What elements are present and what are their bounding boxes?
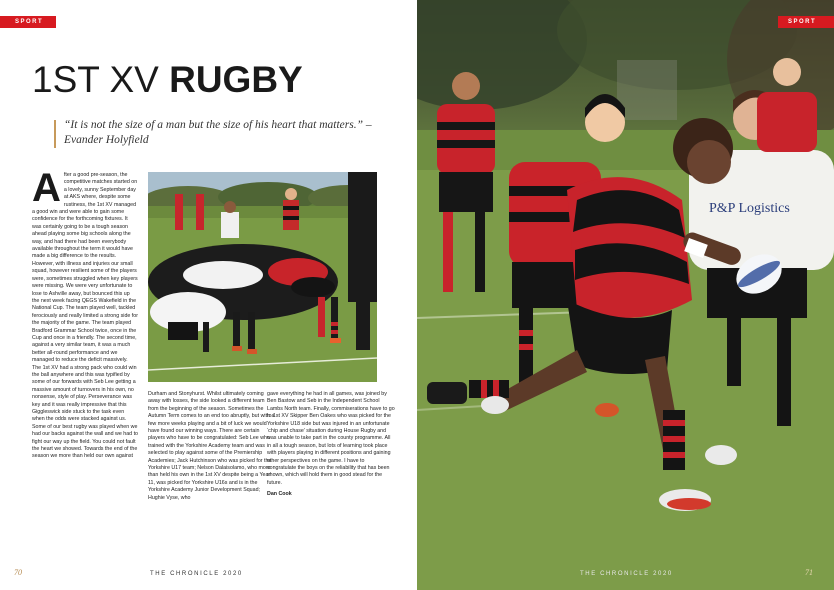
article-title [32, 58, 303, 102]
title-bold: RUGBY [169, 59, 303, 100]
section-tag-right: SPORT [778, 16, 834, 28]
column-3-text: gave everything he had in all games, was joined by Ben Bastow and Seb in the Independent School Lambs North team. Finally, commiserations have to go to 1st XV Skipper Ben Oakes who was picked for the Yorkshire U18 side but was injured in an unfortunate ‘chip and chase’ situation during House Rugby and was unable to take part in the county programme. All in all a tough season, but lots of learning took place with players playing in different positions and gaining other perspectives on the game. I have to congratulate the boys on the reliability that has been shown, which will hold them in good stead for the future. [267, 391, 395, 486]
column-1-text: fter a good pre-season, the competitive matches started on a lovely, sunny September day at AKS where, despite some rustiness, the 1st XV managed a good win and were able to gain some confidence for the forthcoming fixtures. It was certainly going to be a tough season ahead playing some big schools along the way, and had there had been everybody available throughout the term it would have made a big difference to the results. However, with illness and injuries our small squad, however resilient some of the players were, sometimes struggled when key players were missing. We were very unfortunate to lose to Ashville away, but bounced this up the next week facing QEGS Wakefield in the National Cup. The team played well, tackled ferociously and really limited a strong side for the majority of the game. The team played Bradford Grammar School twice, once in the Cup and once in a friendly. The second time, against a very similar team, it was a much better all-round performance and we managed to reduce the deficit massively. The 1st XV had a strong pack who could win the ball anywhere and this was typified by some of our forwards with Seb Lee getting a massive amount of turnovers in his own, no nonsense, style of play. Perseverance was key and it was really impressive that this Giggleswick side stuck to the task even when the odds were stacked against us. Some of our best rugby was played when we had our backs against the wall and we had to fight our way up the field. You could not fault the heart we showed. Towards the end of the season we more than held our own against [32, 172, 138, 460]
author-signature: Dan Cook [267, 491, 292, 498]
article-column-3 [267, 391, 395, 568]
drop-cap: A [32, 172, 61, 210]
article-column-2: Durham and Stonyhurst. Whilst ultimately coming away with losses, the side looked a different team from the beginning of the season. Sometimes the Autumn Term comes to an end too abruptly, but with a few more weeks playing and a bit of luck we would have found our winning ways. There are certain players who have to be congratulated: Seb Lee who trained with the Yorkshire Academy team and was selected to play against some of the Premiership Academies; Jack Hutchinson who was picked for the Yorkshire U17 team; Nelson Dalaisolamo, who more than held his own in the 1st XV despite being a Year 11, was picked for Yorkshire U16s and is in the Yorkshire Academy Junior Development Squad; Hughie Vyse, who [148, 391, 275, 501]
pull-quote: “It is not the size of a man but the size of his heart that matters.” – Evander Holyfield [64, 119, 372, 146]
section-tag: SPORT [0, 16, 56, 28]
running-footer-right: THE CHRONICLE 2020 [580, 571, 673, 577]
shirt-sponsor-text: P&P Logistics [709, 201, 790, 216]
running-footer-left: THE CHRONICLE 2020 [150, 571, 243, 577]
article-column-1 [32, 172, 138, 568]
scrum-photo [148, 172, 377, 382]
quote-rule [54, 120, 56, 148]
action-photo [417, 0, 834, 590]
page-number-left: 70 [14, 568, 22, 577]
page-number-right: 71 [805, 568, 813, 577]
title-light: 1ST XV [32, 59, 159, 100]
